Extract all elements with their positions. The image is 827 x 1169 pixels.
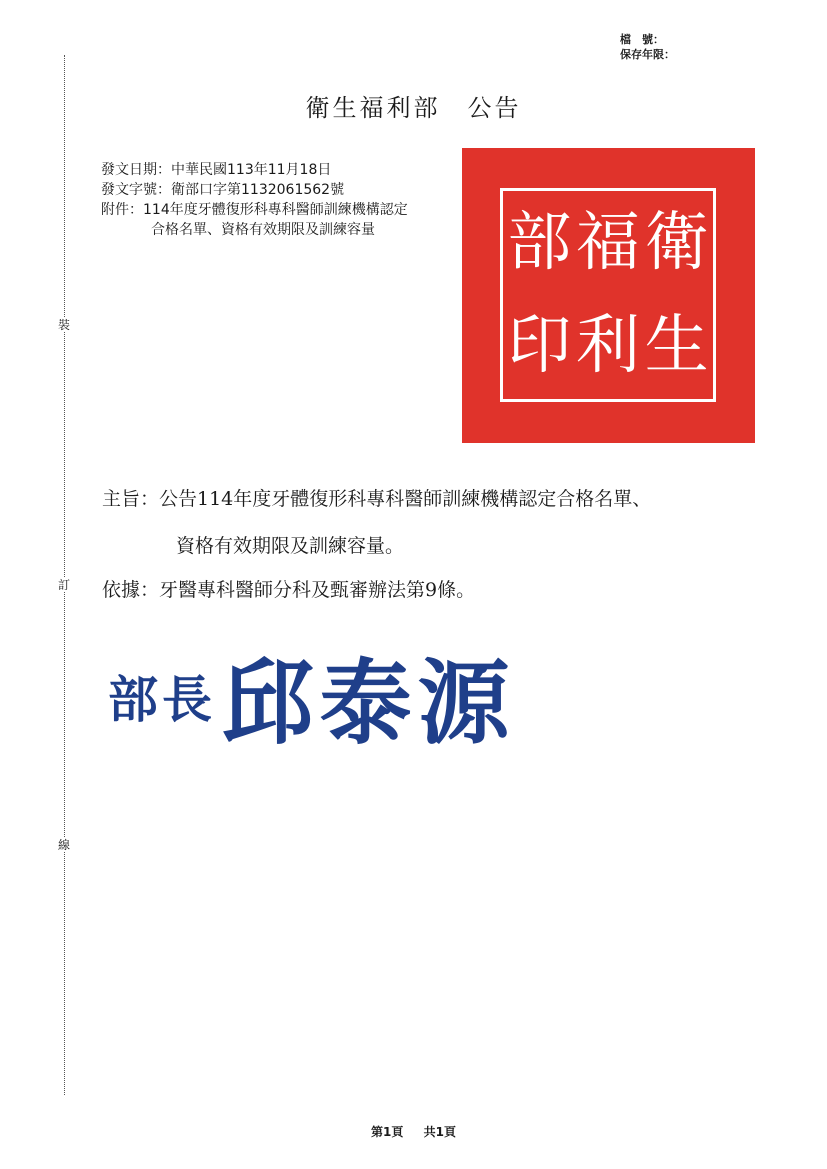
binding-mark-zhuang: 裝 xyxy=(57,318,70,332)
seal-characters xyxy=(505,192,711,398)
seal-char: 利 xyxy=(576,309,640,383)
binding-mark-ding: 訂 xyxy=(57,578,70,592)
seal-char: 衛 xyxy=(644,206,709,280)
signature-role: 部長 xyxy=(108,671,216,729)
archive-info xyxy=(620,32,675,62)
issue-date: 發文日期：中華民國113年11月18日 xyxy=(101,162,332,178)
seal-char: 生 xyxy=(644,309,709,383)
page-footer xyxy=(0,1123,827,1140)
attachment-line-2: 合格名單、資格有效期限及訓練容量 xyxy=(151,222,375,238)
binding-line xyxy=(64,55,65,1095)
attachment-line-1: 附件：114年度牙體復形科專科醫師訓練機構認定 xyxy=(101,202,408,218)
retention-period-label: 保存年限： xyxy=(620,48,675,61)
basis-text: 依據：牙醫專科醫師分科及甄審辦法第9條。 xyxy=(102,579,476,601)
subject-line-2: 資格有效期限及訓練容量。 xyxy=(176,535,405,557)
document-title: 衛生福利部 公告 xyxy=(305,94,522,122)
signature-name: 邱泰源 xyxy=(221,650,516,757)
minister-signature xyxy=(108,630,516,762)
document-meta xyxy=(101,160,408,240)
seal-char: 印 xyxy=(507,309,572,383)
page-number: 第1頁 xyxy=(371,1125,404,1139)
total-pages: 共1頁 xyxy=(423,1125,456,1139)
file-number-label: 檔 號： xyxy=(620,33,664,46)
subject-line-1: 主旨：公告114年度牙體復形科專科醫師訓練機構認定合格名單、 xyxy=(102,488,652,510)
document-number: 發文字號：衛部口字第1132061562號 xyxy=(101,182,345,198)
seal-char: 福 xyxy=(576,206,640,280)
binding-mark-xian: 線 xyxy=(57,838,70,852)
seal-char: 部 xyxy=(507,206,572,280)
official-seal xyxy=(462,148,755,443)
